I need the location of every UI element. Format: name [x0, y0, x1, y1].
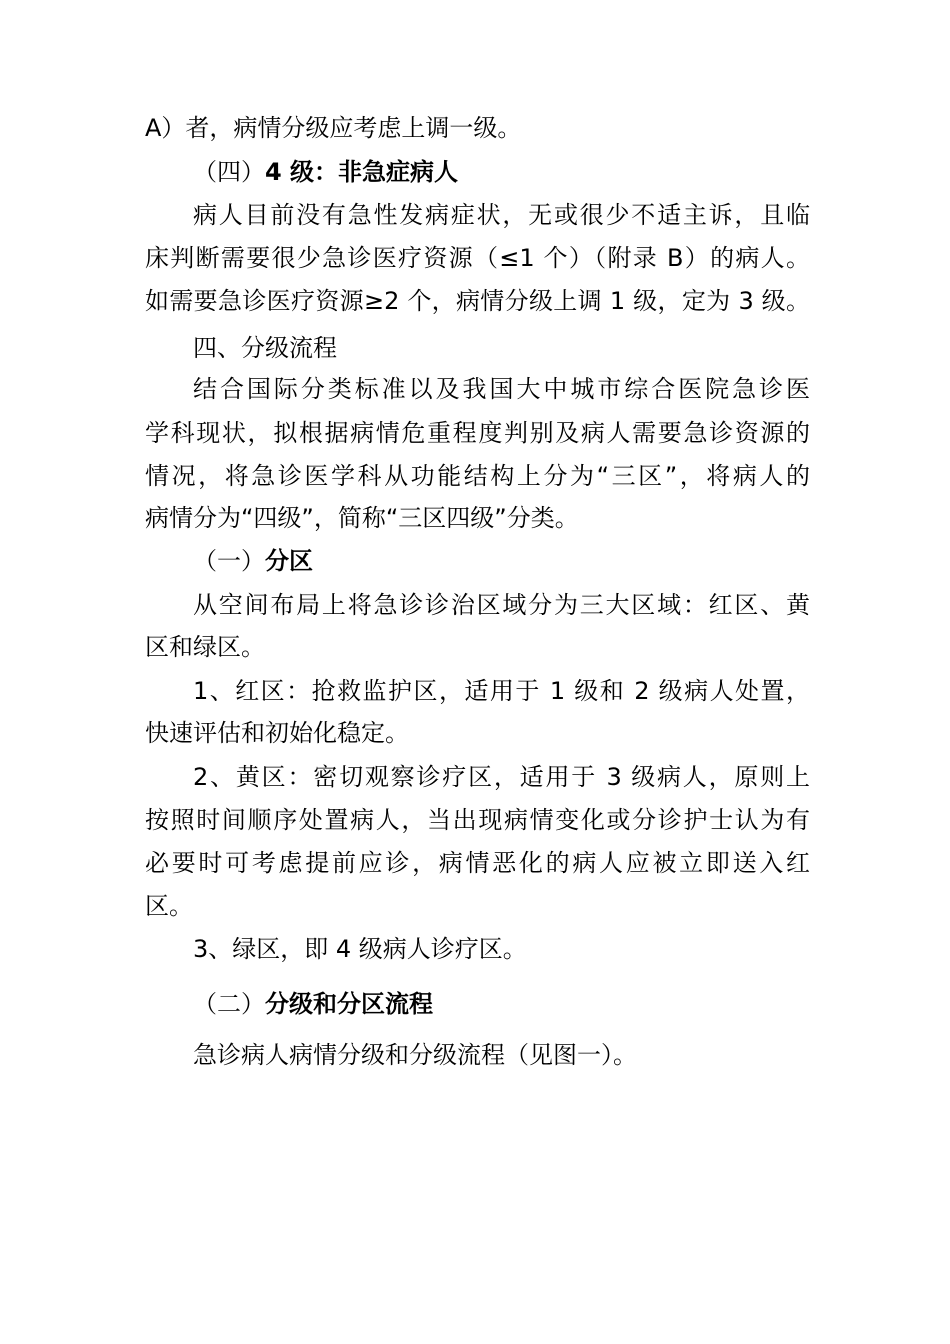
section-title: 分区: [265, 547, 313, 575]
text-line: 学科现状，拟根据病情危重程度判别及病人需要急诊资源的: [145, 419, 810, 447]
text-line: 情况，将急诊医学科从功能结构上分为“三区”，将病人的: [145, 462, 810, 490]
section-title: 4 级：非急症病人: [265, 158, 459, 186]
chapter-heading: 四、分级流程: [193, 334, 337, 362]
section-number: （一）: [193, 547, 265, 575]
text-line: 区。: [145, 892, 193, 920]
text-line: 必要时可考虑提前应诊，病情恶化的病人应被立即送入红: [145, 849, 810, 877]
section-number: （二）: [193, 990, 265, 1018]
text-line: 2、黄区：密切观察诊疗区，适用于 3 级病人，原则上: [193, 763, 810, 791]
section-heading: [193, 989, 810, 1019]
text-line: 按照时间顺序处置病人，当出现病情变化或分诊护士认为有: [145, 806, 810, 834]
text-line: 1、红区：抢救监护区，适用于 1 级和 2 级病人处置，: [193, 677, 810, 705]
text-line: 快速评估和初始化稳定。: [145, 719, 409, 747]
section-heading: [193, 157, 810, 187]
text-line: 从空间布局上将急诊诊治区域分为三大区域：红区、黄: [193, 591, 810, 619]
text-line: 结合国际分类标准以及我国大中城市综合医院急诊医: [193, 375, 810, 403]
section-title: 分级和分区流程: [265, 990, 433, 1018]
section-number: （四）: [193, 158, 265, 186]
text-line: 急诊病人病情分级和分级流程（见图一）。: [193, 1041, 637, 1069]
text-line: 区和绿区。: [145, 633, 265, 661]
text-line: 病人目前没有急性发病症状，无或很少不适主诉，且临: [193, 201, 810, 229]
text-line: A）者，病情分级应考虑上调一级。: [145, 114, 522, 142]
text-line: 病情分为“四级”，简称“三区四级”分类。: [145, 504, 579, 532]
text-line: 3、绿区，即 4 级病人诊疗区。: [193, 935, 527, 963]
section-heading: [193, 546, 810, 576]
text-line: 床判断需要很少急诊医疗资源（≤1 个）（附录 B）的病人。: [145, 244, 810, 272]
text-line: 如需要急诊医疗资源≥2 个，病情分级上调 1 级，定为 3 级。: [145, 287, 810, 315]
